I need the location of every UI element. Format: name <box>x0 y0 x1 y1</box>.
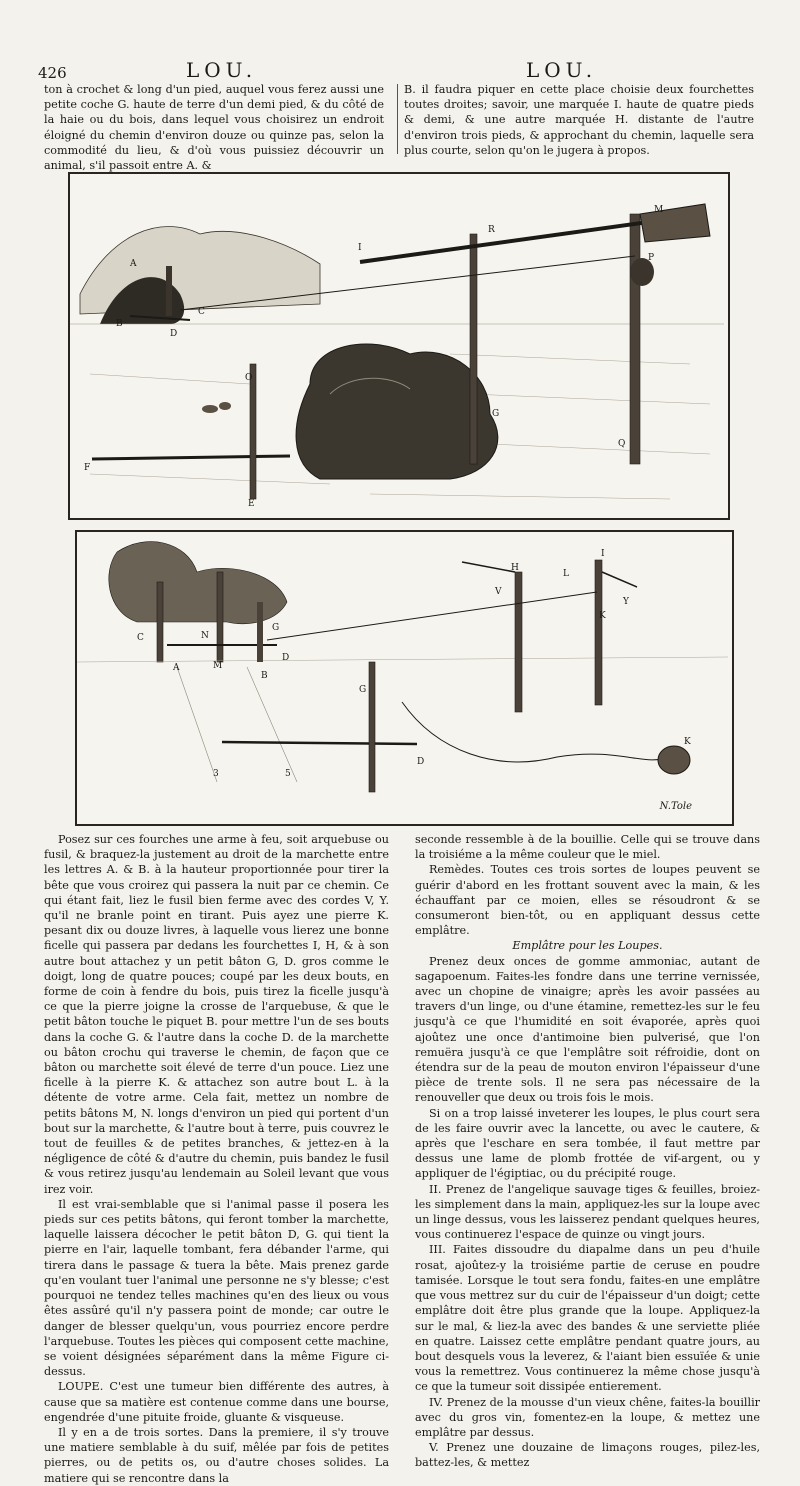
svg-text:H: H <box>511 563 519 573</box>
running-head-left: LOU. <box>186 58 258 82</box>
top-right-paragraph: B. il faudra piquer en cette place choisie deux fourchettes toutes droites; savoir, une marquée I. haute de quatre pieds & demi, & une autre marquée H. distante de l'autre d'environ trois pieds, & approchant du chemin, laquelle sera plus courte, selon qu'on le jugera à propos. <box>404 83 754 157</box>
engraving-plate-lower <box>75 530 734 826</box>
top-left-paragraph: ton à crochet & long d'un pied, auquel vous ferez aussi une petite coche G. haute de terre d'un demi pied, & du côté de la haie ou du bois, dans lequel vous choisirez un endroit éloigné du chemin d'environ douze ou quinze pas, selon la commodité du lieu, & d'où vous puissiez découvrir un animal, s'il passoit entre A. & <box>44 83 384 173</box>
body-paragraph: seconde ressemble à de la bouillie. Celle qui se trouve dans la troisiéme a la même couleur que le miel. <box>415 833 760 862</box>
svg-text:G: G <box>492 409 500 419</box>
svg-text:I: I <box>358 243 362 253</box>
svg-text:Y: Y <box>623 597 629 607</box>
body-paragraph: III. Faites dissoudre du diapalme dans un peu d'huile rosat, ajoûtez-y la troisiéme partie de ceruse en poudre tamisée. Lorsque le tout sera fondu, faites-en une emplâtre que vous mettrez sur du cuir de l'épaisseur d'un doigt; cette emplâtre doit être plus grande que la loupe. Appliquez-la sur le mal, & liez-la avec des bandes & une serviette pliée en quatre. Laissez cette emplâtre pendant quatre jours, au bout desquels vous la leverez, & l'aiant bien essuïée & unie vous la remettrez. Vous continuerez la même chose jusqu'à ce que la tumeur soit dissipée entierement. <box>415 1243 760 1394</box>
svg-text:K: K <box>684 737 691 747</box>
svg-text:D: D <box>282 653 290 663</box>
svg-text:A: A <box>173 663 180 673</box>
body-paragraph: IV. Prenez de la mousse d'un vieux chêne, faites-la bouillir avec du gros vin, fomentez-en la loupe, & mettez une emplâtre par dessus. <box>415 1395 760 1439</box>
engraving-plate-upper <box>68 172 730 520</box>
lower-engraving-illustration <box>77 532 728 820</box>
body-paragraph: Si on a trop laissé inveterer les loupes, le plus court sera de les faire ouvrir avec la lancette, ou avec le cautere, & après que l'eschare en sera tombée, il faut mettre par dessus une lame de plomb frottée de vif-argent, ou y appliquer de l'égiptiac, ou du précipité rouge. <box>415 1106 760 1181</box>
svg-text:G: G <box>272 623 280 633</box>
svg-text:Q: Q <box>618 439 626 449</box>
running-head-right: LOU. <box>526 58 598 82</box>
top-right-column <box>404 82 754 158</box>
svg-text:G: G <box>359 685 367 695</box>
engraver-signature: N.Tole <box>659 801 692 812</box>
body-paragraph: Remèdes. Toutes ces trois sortes de loupes peuvent se guérir d'abord en les frottant souvent avec la main, & les échauffant par ce moien, elles se résoudront & se consumeront bien-tôt, ou en appliquant dessus cette emplâtre. <box>415 863 760 938</box>
svg-text:C: C <box>198 307 205 317</box>
upper-engraving-illustration <box>70 174 724 514</box>
svg-text:K: K <box>599 611 606 621</box>
body-paragraph: LOUPE. C'est une tumeur bien différente des autres, à cause que sa matière est contenue comme dans une bourse, engendrée d'une pituite froide, gluante & visqueuse. <box>44 1380 389 1424</box>
svg-text:L: L <box>563 569 569 579</box>
svg-text:D: D <box>417 757 425 767</box>
section-heading: Emplâtre pour les Loupes. <box>512 939 663 953</box>
svg-text:E: E <box>248 499 255 509</box>
page-number: 426 <box>38 64 67 82</box>
svg-text:V: V <box>495 587 502 597</box>
body-paragraph: Prenez deux onces de gomme ammoniac, autant de sagapoenum. Faites-les fondre dans une terrine vernissée, avec un chopine de vinaigre; après les avoir passées au travers d'un linge, ou d'une étamine, remettez-les sur le feu jusqu'à ce que l'humidité en soit évaporée, après quoi ajoûtez une once d'antimoine bien pulverisé, que l'on remuëra jusqu'à ce que l'emplâtre soit réfroidie, dont on étendra sur de la peau de mouton environ l'épaisseur d'une pièce de trente sols. Il ne sera pas nécessaire de la renouveller que deux ou trois fois le mois. <box>415 954 760 1105</box>
svg-text:F: F <box>84 463 91 473</box>
body-paragraph: Il est vrai-semblable que si l'animal passe il posera les pieds sur ces petits bâtons, qui feront tomber la marchette, laquelle laissera décocher le petit bâton D, G. qui tient la pierre en l'air, laquelle tombant, fera débander l'arme, qui tirera dans le passage & tuera la bête. Mais prenez garde qu'en voulant tuer l'animal une personne ne s'y blesse; c'est pourquoi ne tendez telles machines qu'en des lieux ou vous êtes assûré qu'il n'y passera point de monde; car outre le danger de blesser quelqu'un, vous pourriez encore perdre l'arquebuse. Toutes les pièces qui composent cette machine, se voient désignées séparément dans la même Figure ci-dessus. <box>44 1197 389 1379</box>
body-paragraph: II. Prenez de l'angelique sauvage tiges & feuilles, broiez-les simplement dans la main, appliquez-les sur la loupe avec un linge dessus, vous les laisserez pendant quelques heures, vous continuerez l'espace de quinze ou vingt jours. <box>415 1182 760 1242</box>
svg-text:C: C <box>137 633 144 643</box>
body-paragraph: Il y en a de trois sortes. Dans la premiere, il s'y trouve une matiere semblable à du suif, mêlée par fois de petites pierres, ou de petits os, ou d'autre choses solides. La matiere qui se rencontre dans la <box>44 1425 389 1485</box>
svg-text:D: D <box>170 329 178 339</box>
svg-text:M: M <box>213 661 223 671</box>
column-divider <box>397 84 398 154</box>
body-paragraph: Posez sur ces fourches une arme à feu, soit arquebuse ou fusil, & braquez-la justement au droit de la marchette entre les lettres A. & B. à la hauteur proportionnée pour tirer la bête que vous croirez qui passera la nuit par ce chemin. Ce qui étant fait, liez le fusil bien ferme avec des cordes V, Y. qu'il ne branle point en tirant. Puis ayez une pierre K. pesant dix ou douze livres, à laquelle vous lierez une bonne ficelle qui passera par dedans les fourchettes I, H, & à son autre bout attachez y un petit bâton G, D. gros comme le doigt, long de quatre pouces; coupé par les deux bouts, en forme de coin à fendre du bois, puis tirez la ficelle jusqu'à ce que la pierre joigne la crosse de l'arquebuse, & que le petit bâton touche le piquet B. pour mettre l'un de ses bouts dans la coche G. & l'autre dans la coche D. de la marchette ou bâton crochu qui traverse le chemin, de façon que ce bâton ou marchette soit élevé de terre d'un pouce. Liez une ficelle à la pierre K. & attachez son autre bout L. à la détente de votre arme. Cela fait, mettez un nombre de petits bâtons M, N. longs d'environ un pied qui portent d'un bout sur la marchette, & l'autre bout à terre, puis couvrez le tout de feuilles & de petites branches, & jettez-en à la négligence de côté & d'autre du chemin, puis bandez le fusil & vous retirez jusqu'au lendemain au Soleil levant que vous irez voir. <box>44 833 389 1196</box>
svg-text:B: B <box>116 319 123 329</box>
svg-text:R: R <box>488 225 495 235</box>
svg-text:A: A <box>130 259 137 269</box>
svg-text:O: O <box>245 373 253 383</box>
svg-text:M: M <box>654 205 664 215</box>
svg-text:5: 5 <box>285 769 291 779</box>
top-left-column <box>44 82 384 173</box>
svg-text:P: P <box>648 253 655 263</box>
svg-text:3: 3 <box>213 769 219 779</box>
svg-text:N: N <box>201 631 209 641</box>
bottom-right-column <box>415 832 760 1471</box>
bottom-left-column <box>44 832 389 1486</box>
svg-text:B: B <box>261 671 268 681</box>
body-paragraph: V. Prenez une douzaine de limaçons rouges, pilez-les, battez-les, & mettez <box>415 1441 760 1470</box>
svg-text:I: I <box>601 549 605 559</box>
